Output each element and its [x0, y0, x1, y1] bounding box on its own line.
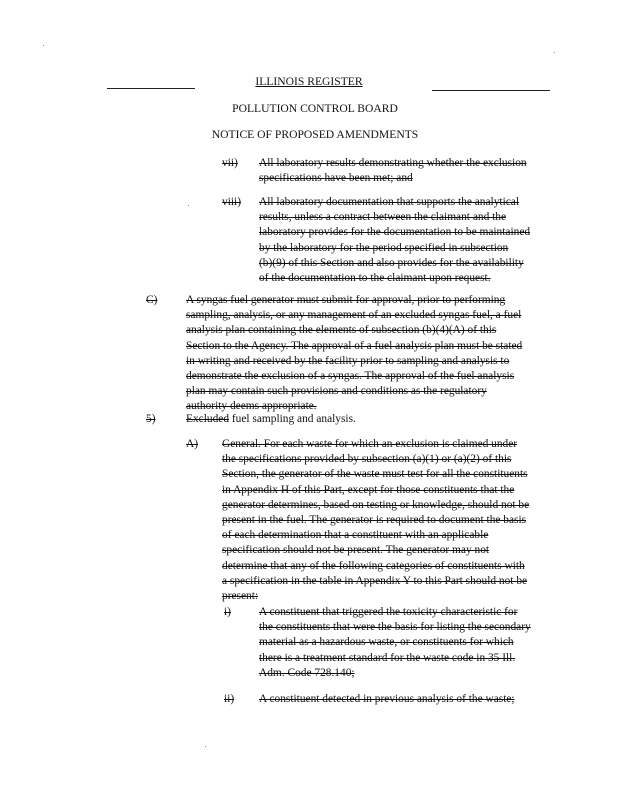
- text-line: determine that any of the following categories of constituents with: [222, 559, 525, 572]
- text-line: material as a hazardous waste, or constituents for which: [259, 636, 514, 649]
- text-line: laboratory provides for the documentation to be maintained: [259, 226, 531, 239]
- text-line: present in the fuel. The generator is required to document the basis: [222, 514, 527, 527]
- text-line: of each determination that a constituent with an applicable: [222, 529, 489, 542]
- text-line: results, unless a contract between the claimant and the: [259, 211, 507, 224]
- item-ii-text: [259, 692, 515, 707]
- text-line: Section to the Agency. The approval of a fuel analysis plan must be stated: [186, 339, 523, 352]
- text-line: sampling, analysis, or any management of an excluded syngas fuel, a fuel: [186, 309, 522, 322]
- text-line: present:: [222, 590, 259, 603]
- struck-word: Excluded: [186, 413, 230, 425]
- text-line: Section, the generator of the waste must test for all the constituents: [222, 468, 528, 481]
- register-title: ILLINOIS REGISTER: [255, 75, 363, 88]
- text-line: by the laboratory for the period specified in subsection: [259, 241, 509, 254]
- item-5-text: [186, 412, 356, 427]
- item-ii-label: ii): [224, 693, 235, 705]
- text-line: the specifications provided by subsection (a)(1) or (a)(2) of this: [222, 453, 512, 466]
- header-rule-right: [432, 90, 550, 91]
- item-a-text: [222, 437, 529, 604]
- item-vii-text: [259, 156, 527, 186]
- text-line: demonstrate the exclusion of a syngas. The approval of the fuel analysis: [186, 370, 515, 383]
- item-a-label: A): [186, 438, 199, 450]
- board-title: POLLUTION CONTROL BOARD: [232, 102, 398, 115]
- text-line: analysis plan containing the elements of subsection (b)(4)(A) of this: [186, 324, 497, 337]
- text-line: A constituent detected in previous analysis of the waste;: [259, 693, 515, 705]
- item-viii-label: viii): [222, 196, 241, 208]
- text-line: A constituent that triggered the toxicity characteristic for: [259, 606, 518, 618]
- text-line: generator determines, based on testing or knowledge, should not be: [222, 498, 530, 511]
- text-line: there is a treatment standard for the waste code in 35 Ill.: [259, 651, 516, 664]
- text-line: a specification in the table in Appendix Y to this Part should not be: [222, 574, 528, 587]
- item-i-text: [259, 605, 531, 681]
- notice-title: NOTICE OF PROPOSED AMENDMENTS: [211, 128, 419, 141]
- text-line: (b)(9) of this Section and also provides for the availability: [259, 256, 524, 269]
- text-line: Adm. Code 728.140;: [259, 666, 355, 679]
- heading-text: fuel sampling and analysis.: [229, 413, 356, 425]
- item-c-text: [186, 293, 522, 415]
- text-line: All laboratory results demonstrating whether the exclusion: [259, 157, 527, 169]
- scan-speck: [554, 52, 555, 53]
- text-line: General. For each waste for which an exclusion is claimed under: [222, 438, 518, 450]
- text-line: plan may contain such provisions and conditions as the regulatory: [186, 385, 487, 398]
- text-line: specifications have been met; and: [259, 172, 413, 185]
- scan-speck: [43, 45, 44, 46]
- scan-speck: [205, 746, 206, 747]
- text-line: of the documentation to the claimant upon request.: [259, 272, 491, 285]
- text-line: All laboratory documentation that supports the analytical: [259, 196, 520, 208]
- item-viii-text: [259, 195, 530, 286]
- text-line: the constituents that were the basis for listing the secondary: [259, 621, 531, 634]
- text-line: authority deems appropriate.: [186, 400, 317, 413]
- text-line: in writing and received by the facility prior to sampling and analysis to: [186, 354, 510, 367]
- scan-speck: [188, 205, 189, 206]
- item-vii-label: vii): [222, 157, 238, 169]
- text-line: in Appendix H of this Part, except for those constituents that the: [222, 483, 515, 496]
- text-line: specification should not be present. The generator may not: [222, 544, 490, 557]
- text-line: A syngas fuel generator must submit for approval, prior to performing: [186, 294, 506, 306]
- item-c-label: C): [146, 294, 158, 306]
- item-i-label: i): [224, 606, 231, 618]
- item-5-label: 5): [146, 413, 156, 425]
